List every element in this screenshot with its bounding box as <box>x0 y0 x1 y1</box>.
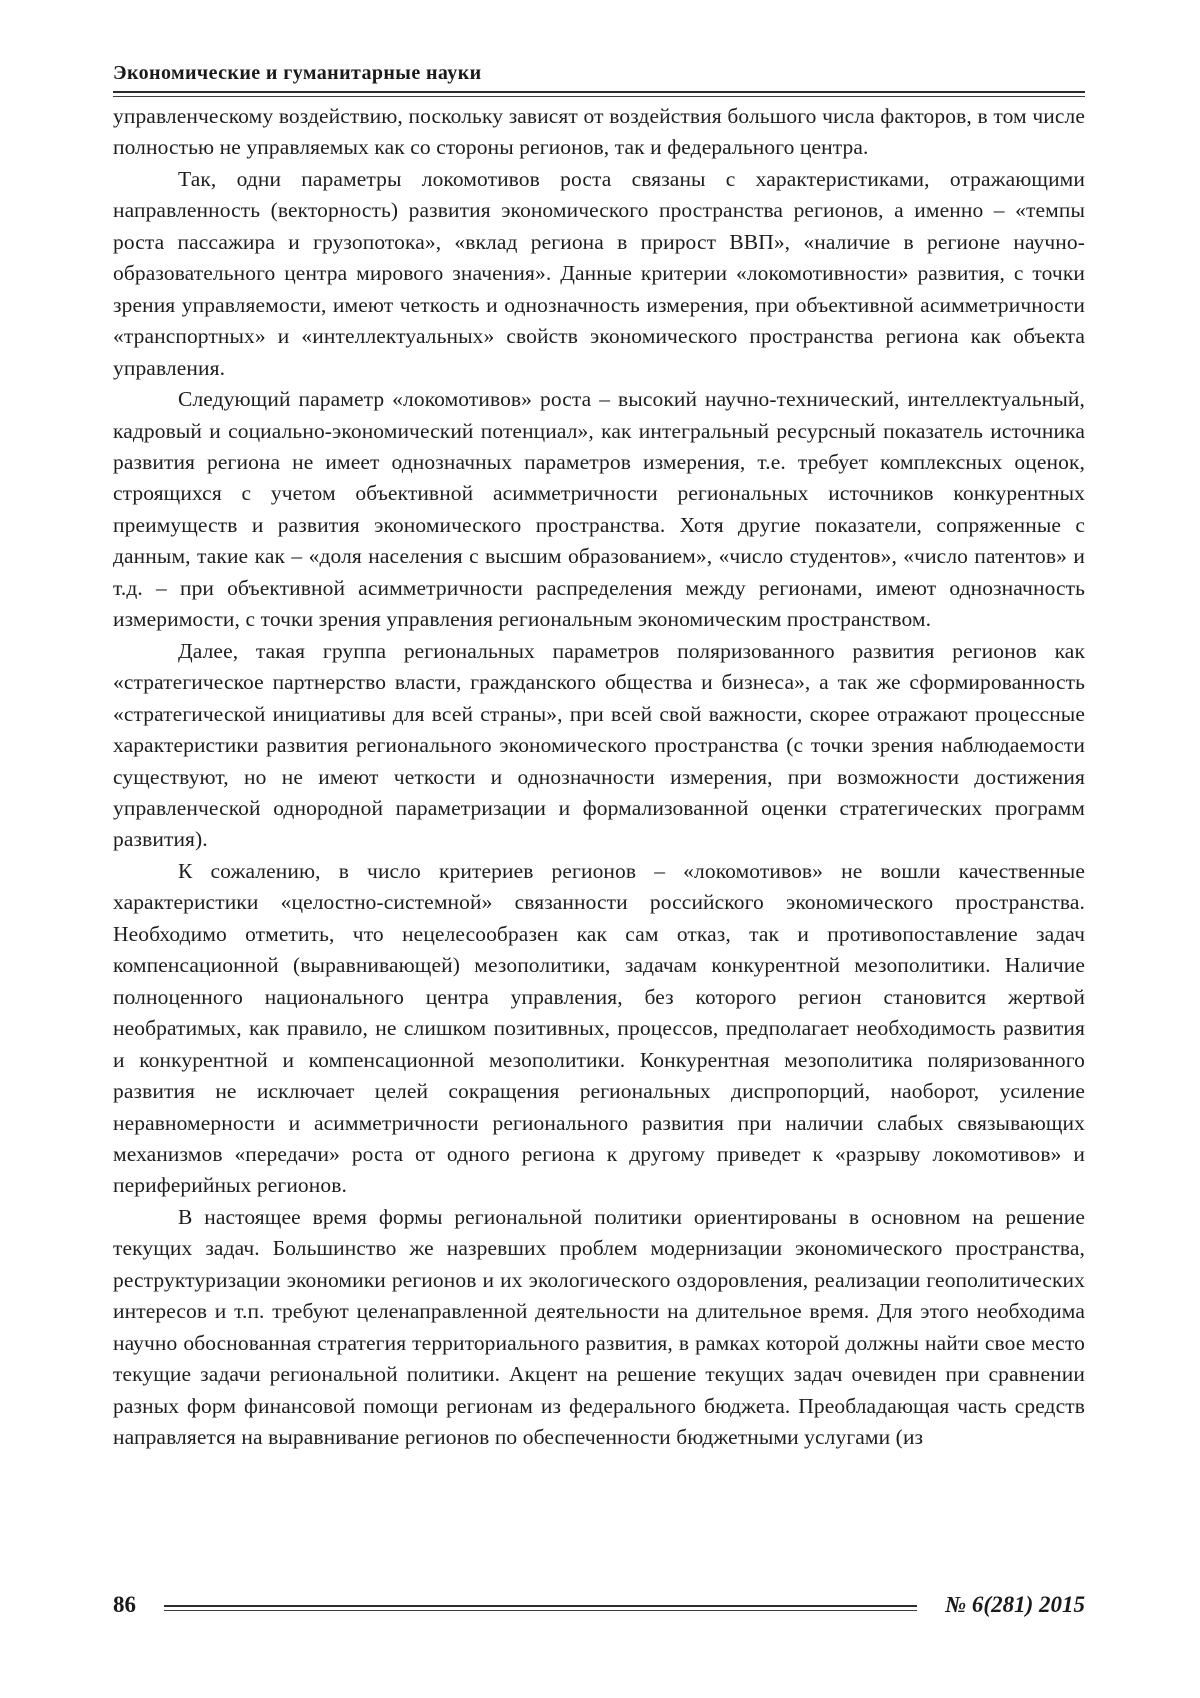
page-number: 86 <box>113 1592 136 1617</box>
header-rule <box>113 91 1085 97</box>
running-header <box>113 62 1085 97</box>
footer-rule <box>164 1605 917 1611</box>
paragraph: управленческому воздействию, поскольку зависят от воздействия большого числа факторов, в том числе полностью не управляемых как со стороны регионов, так и федерального центра. <box>113 104 1085 160</box>
paragraph: Следующий параметр «локомотивов» роста – высокий научно-технический, интеллектуальный, кадровый и социально-экономический потенциал», как интегральный ресурсный показатель источника развития региона не имеет однозначных параметров измерения, т.е. требует комплексных оценок, строящихся с учетом объективной асимметричности региональных источников конкурентных преимуществ и развития экономического пространства. Хотя другие показатели, сопряженные с данным, такие как – «доля населения с высшим образованием», «число студентов», «число патентов» и т.д. – при объективной асимметричности распределения между регионами, имеют однозначность измеримости, с точки зрения управления региональным экономическим пространством. <box>113 387 1085 632</box>
article-body <box>113 101 1085 1453</box>
paragraph: Далее, такая группа региональных параметров поляризованного развития регионов как «стратегическое партнерство власти, гражданского общества и бизнеса», а так же сформированность «стратегической инициативы для всей страны», при всей свой важности, скорее отражают процессные характеристики развития регионального экономического пространства (с точки зрения наблюдаемости существуют, но не имеют четкости и однозначности измерения, при возможности достижения управленческой однородной параметризации и формализованной оценки стратегических программ развития). <box>113 638 1085 852</box>
paragraph: К сожалению, в число критериев регионов – «локомотивов» не вошли качественные характеристики «целостно-системной» связанности российского экономического пространства. Необходимо отметить, что нецелесообразен как сам отказ, так и противопоставление задач компенсационной (выравнивающей) мезополитики, задачам конкурентной мезополитики. Наличие полноценного национального центра управления, без которого регион становится жертвой необратимых, как правило, не слишком позитивных, процессов, предполагает необходимость развития и конкурентной и компенсационной мезополитики. Конкурентная мезополитика поляризованного развития не исключает целей сокращения региональных диспропорций, наоборот, усиление неравномерности и асимметричности регионального развития при наличии слабых связывающих механизмов «передачи» роста от одного региона к другому приведет к «разрыву локомотивов» и периферийных регионов. <box>113 858 1085 1198</box>
page-footer <box>113 1592 1085 1618</box>
issue-number: № 6(281) 2015 <box>945 1592 1085 1617</box>
paragraph: Так, одни параметры локомотивов роста связаны с характеристиками, отражающими направленность (векторность) развития экономического пространства регионов, а именно – «темпы роста пассажира и грузопотока», «вклад региона в прирост ВВП», «наличие в регионе научно-образовательного центра мирового значения». Данные критерии «локомотивности» развития, с точки зрения управляемости, имеют четкость и однозначность измерения, при объективной асимметричности «транспортных» и «интеллектуальных» свойств экономического пространства региона как объекта управления. <box>113 166 1085 380</box>
journal-section-title: Экономические и гуманитарные науки <box>113 62 482 84</box>
paragraph: В настоящее время формы региональной политики ориентированы в основном на решение текущих задач. Большинство же назревших проблем модернизации экономического пространства, реструктуризации экономики регионов и их экологического оздоровления, реализации геополитических интересов и т.п. требуют целенаправленной деятельности на длительное время. Для этого необходима научно обоснованная стратегия территориального развития, в рамках которой должны найти свое место текущие задачи региональной политики. Акцент на решение текущих задач очевиден при сравнении разных форм финансовой помощи регионам из федерального бюджета. Преобладающая часть средств направляется на выравнивание регионов по обеспеченности бюджетными услугами (из <box>113 1204 1085 1450</box>
